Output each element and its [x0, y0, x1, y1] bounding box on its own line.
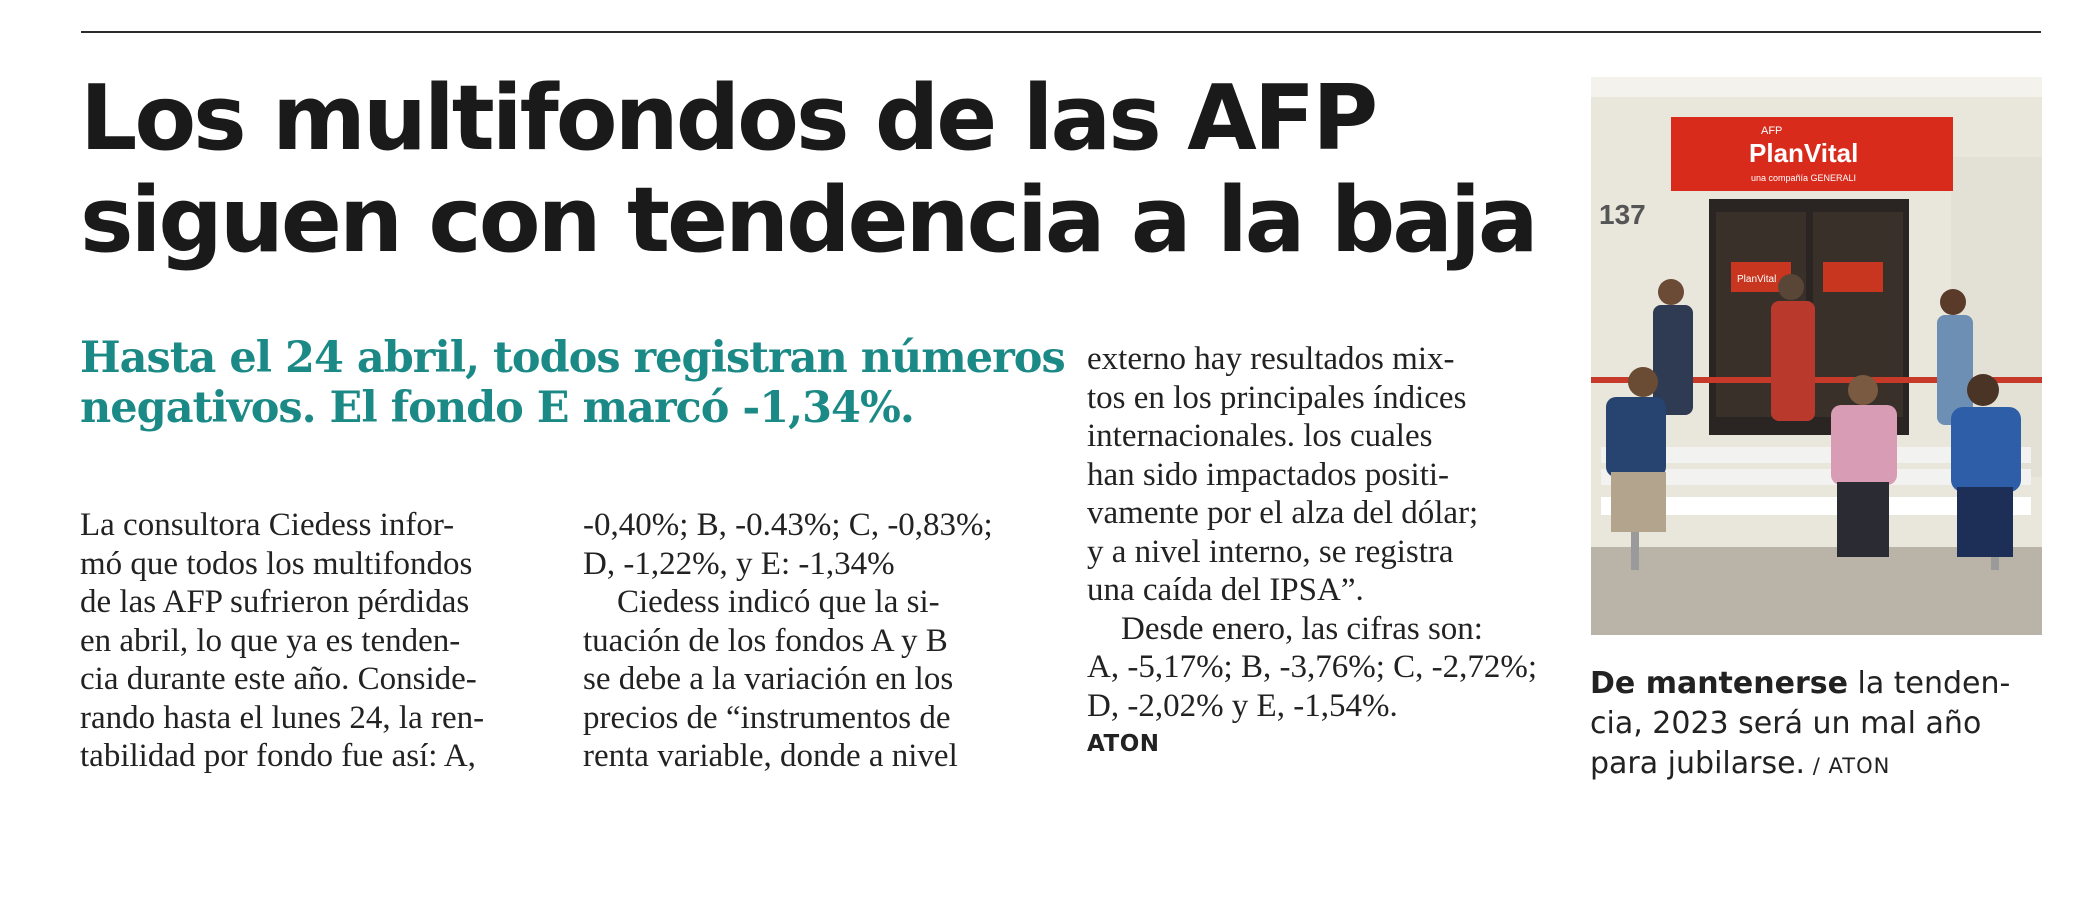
door-sign-text: PlanVital — [1737, 274, 1777, 285]
person-head — [1940, 289, 1966, 315]
sign-tagline-text: una compañía GENERALI — [1751, 173, 1857, 183]
caption-text: para jubilarse. — [1590, 746, 1806, 781]
body-line: precios de “instrumentos de — [583, 699, 951, 736]
caption-text: la tenden- — [1847, 666, 2011, 701]
body-line: renta variable, donde a nivel — [583, 738, 958, 774]
subtitle-line-2: negativos. El fondo E marcó -1,34%. — [80, 383, 914, 433]
subtitle-line-1: Hasta el 24 abril, todos registran números — [80, 333, 1065, 383]
sidewalk — [1591, 547, 2042, 635]
body-line: externo hay resultados mix- — [1087, 341, 1455, 377]
person-seated-3 — [1951, 407, 2021, 492]
person-head — [1658, 279, 1684, 305]
photo-caption — [1590, 664, 2050, 786]
caption-line-3 — [1590, 744, 2050, 786]
person-head — [1967, 374, 1999, 406]
body-column-1 — [80, 506, 540, 776]
person-seated-3-legs — [1957, 487, 2013, 557]
sign-brand-text: PlanVital — [1749, 138, 1859, 168]
byline: ATON — [1087, 731, 1160, 757]
top-rule — [81, 31, 2041, 33]
person-seated-2-legs — [1837, 482, 1889, 557]
caption-line-2: cia, 2023 será un mal año — [1590, 706, 1982, 741]
body-line: vamente por el alza del dólar; — [1087, 495, 1479, 531]
body-line: A, -5,17%; B, -3,76%; C, -2,72%; — [1087, 649, 1538, 685]
body-line: tuación de los fondos A y B — [583, 622, 948, 659]
caption-bold: De mantenerse — [1590, 666, 1848, 701]
person-head — [1848, 375, 1878, 405]
sign-top-text: AFP — [1761, 125, 1783, 137]
headline-line-1: Los multifondos de las AFP — [80, 66, 1376, 171]
body-line: cia durante este año. Conside- — [80, 661, 477, 697]
street-number: 137 — [1599, 199, 1646, 230]
body-line: La consultora Ciedess infor- — [80, 507, 455, 543]
door-sign-2 — [1823, 262, 1883, 292]
body-line: D, -2,02% y E, -1,54%. — [1087, 687, 1398, 724]
headline — [80, 68, 1560, 272]
person-seated-1 — [1606, 397, 1666, 477]
person-seated-2 — [1831, 405, 1897, 485]
body-line: y a nivel interno, se registra — [1087, 533, 1454, 570]
body-column-2 — [583, 506, 1043, 776]
body-line: una caída del IPSA”. — [1087, 572, 1364, 608]
body-line: tos en los principales índices — [1087, 379, 1467, 416]
headline-line-2: siguen con tendencia a la baja — [80, 168, 1536, 273]
body-line: se debe a la variación en los — [583, 661, 954, 697]
person-head — [1628, 367, 1658, 397]
person-seated-1-legs — [1611, 472, 1666, 532]
body-column-3 — [1087, 340, 1547, 759]
body-line: internacionales. los cuales — [1087, 418, 1433, 454]
body-line: -0,40%; B, -0.43%; C, -0,83%; — [583, 507, 993, 543]
body-line: D, -1,22%, y E: -1,34% — [583, 545, 895, 582]
news-photo — [1591, 77, 2042, 635]
person-head — [1778, 274, 1804, 300]
storefront-photo — [1591, 77, 2042, 635]
body-line: tabilidad por fondo fue así: A, — [80, 738, 476, 774]
body-line: Ciedess indicó que la si- — [617, 584, 940, 620]
caption-line-1 — [1590, 664, 2050, 704]
body-line: han sido impactados positi- — [1087, 456, 1450, 493]
body-line: rando hasta el lunes 24, la ren- — [80, 699, 485, 736]
body-line: Desde enero, las cifras son: — [1121, 610, 1483, 647]
caption-credit: / ATON — [1805, 754, 1891, 778]
subtitle — [80, 333, 1065, 433]
body-line: de las AFP sufrieron pérdidas — [80, 584, 470, 620]
person-standing-2 — [1771, 301, 1815, 421]
body-line: mó que todos los multifondos — [80, 545, 473, 582]
facade-top — [1591, 77, 2042, 97]
body-line: en abril, lo que ya es tenden- — [80, 622, 461, 659]
